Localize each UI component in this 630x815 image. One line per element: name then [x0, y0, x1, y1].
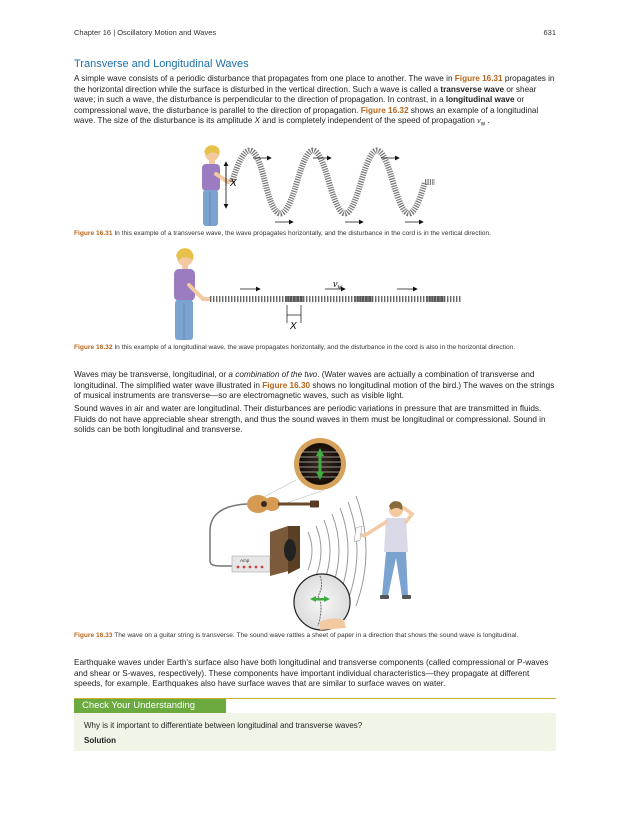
figure-16-33-guitar-sound — [200, 436, 440, 632]
check-your-understanding-box — [74, 713, 556, 751]
figure-link-16-30[interactable]: Figure 16.30 — [262, 380, 311, 390]
check-your-understanding-header — [74, 698, 556, 714]
caption-figure-16-32: Figure 16.32 In this example of a longitudinal wave, the wave propagates horizontally, and the disturbance in the cord is also in the horizontal direction. — [74, 344, 516, 351]
amplifier — [232, 556, 270, 572]
paragraph-earthquake-waves: Earthquake waves under Earth's surface also have both longitudinal and transverse components (called compressional or P-waves and shear or S-waves, respectively). These components have important individual characteristics—they propagate at different speeds, for example. Earthquakes also have surface waves that are similar to surface waves on water. — [74, 658, 549, 689]
paragraph-wave-types: Waves may be transverse, longitudinal, or a combination of the two. (Water waves are actually a combination of transverse and longitudinal. The simplified water wave illustrated in Figure 16.30 shows no longitudinal motion of the bird.) The waves on the strings of musical instruments are transverse—so are electromagnetic waves, such as visible light. — [74, 370, 555, 401]
longitudinal-wave-coil — [209, 296, 461, 302]
section-title: Transverse and Longitudinal Waves — [74, 58, 249, 70]
speaker — [270, 526, 300, 576]
check-your-understanding-title: Check Your Understanding — [74, 699, 226, 713]
figure-16-31-transverse-wave — [195, 140, 445, 230]
wave-speed-label: $v_w$ — [333, 279, 343, 291]
guitar — [247, 495, 319, 513]
person-illustration — [174, 248, 209, 340]
cyu-solution-toggle[interactable]: Solution — [84, 736, 116, 745]
paper-closeup-inset — [294, 574, 350, 630]
caption-figure-16-33: Figure 16.33 The wave on a guitar string is transverse. The sound wave rattles a sheet of paper in a direction that shows the sound wave is longitudinal. — [74, 632, 519, 639]
running-header-chapter: Chapter 16 | Oscillatory Motion and Waves — [74, 28, 217, 37]
cyu-question: Why is it important to differentiate between longitudinal and transverse waves? — [84, 721, 363, 730]
term-transverse-wave: transverse wave — [440, 84, 505, 94]
caption-figure-16-31: Figure 16.31 In this example of a transverse wave, the wave propagates horizontally, and the disturbance in the cord is in the vertical direction. — [74, 230, 491, 237]
amplitude-label: X — [230, 178, 237, 189]
paragraph-intro: A simple wave consists of a periodic disturbance that propagates from one place to another. The wave in Figure 16.31 propagates in the horizontal direction while the surface is disturbed in the vertical direction. Such a wave is called a transverse wave or shear wave; in such a wave, the disturbance is perpendicular to the direction of propagation. In contrast, in a longitudinal wave or compressional wave, the disturbance is parallel to the direction of propagation. Figure 16.32 shows an example of a longitudinal wave. The size of the disturbance is its amplitude X and is completely independent of the speed of propagation $v_w$ . — [74, 74, 555, 129]
amp-label: Amp — [240, 558, 250, 563]
compression-region — [285, 296, 303, 302]
page-number: 631 — [543, 28, 556, 37]
person-illustration — [202, 145, 231, 226]
figure-16-32-longitudinal-wave — [165, 243, 465, 343]
compression-region — [355, 296, 373, 302]
amplitude-label: X — [290, 321, 297, 332]
string-closeup-inset — [294, 438, 346, 490]
paragraph-sound-waves: Sound waves in air and water are longitudinal. Their disturbances are periodic variations in pressure that are transmitted in fluids. Fluids do not have appreciable shear strength, and thus the sound waves in them must be longitudinal or compressional. Sound in solids can be both longitudinal and transverse. — [74, 404, 546, 435]
transverse-wave-cord — [232, 151, 435, 214]
term-longitudinal-wave: longitudinal wave — [445, 95, 515, 105]
compression-region — [427, 296, 445, 302]
figure-link-16-32[interactable]: Figure 16.32 — [360, 105, 409, 115]
figure-link-16-31[interactable]: Figure 16.31 — [454, 74, 503, 83]
